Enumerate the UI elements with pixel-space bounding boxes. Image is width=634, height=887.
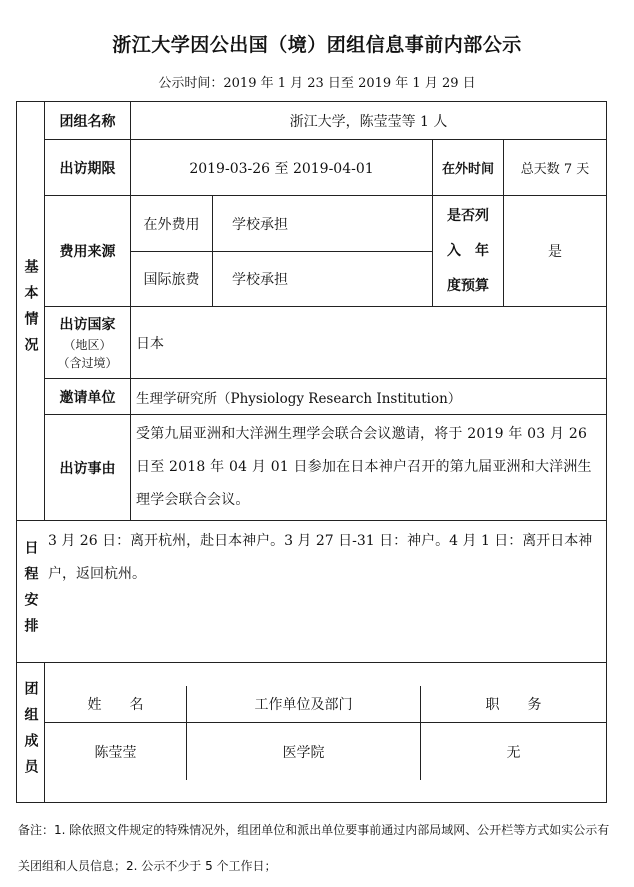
days-abroad-value: 总天数 7 天 <box>520 162 590 177</box>
footnote: 备注：1. 除依照文件规定的特殊情况外，组团单位和派出单位要事前通过内部局域网、公开栏等方式如实公示有关团组和人员信息；2. 公示不少于 5 个工作日； <box>18 823 610 873</box>
publicity-period: 公示时间：2019 年 1 月 23 日至 2019 年 1 月 29 日 <box>158 76 476 91</box>
budget-label-line2: 入 年 <box>447 242 489 259</box>
intl-travel-label: 国际旅费 <box>143 272 200 288</box>
budget-label <box>433 196 503 306</box>
member-title: 无 <box>506 744 521 761</box>
abroad-cost-label: 在外费用 <box>143 216 200 233</box>
member-header-unit: 工作单位及部门 <box>254 697 353 713</box>
section-schedule <box>17 521 44 662</box>
purpose-value: 受第九届亚洲和大洋洲生理学会联合会议邀请，将于 2019 年 03 月 26 日至 2018 年 04 月 01 日参加在日本神户召开的第九届亚洲和大洋洲生理学会联合会议。 <box>136 426 592 508</box>
group-name-value: 浙江大学，陈莹莹等 1 人 <box>289 113 448 130</box>
period-label: 出访期限 <box>59 160 116 177</box>
section-basic <box>17 102 44 520</box>
country-label-main: 出访国家 <box>59 316 116 333</box>
country-value: 日本 <box>136 335 164 352</box>
budget-value: 是 <box>548 244 562 260</box>
member-unit: 医学院 <box>282 744 325 761</box>
days-abroad-label: 在外时间 <box>441 162 494 177</box>
country-label-sub1: （地区） <box>63 337 112 352</box>
country-label-sub2: （含过境） <box>57 355 118 370</box>
member-name: 陈莹莹 <box>94 744 137 761</box>
country-label <box>45 307 130 378</box>
budget-label-line1: 是否列 <box>447 207 489 224</box>
inviter-value: 生理学研究所（Physiology Research Institution） <box>136 390 462 407</box>
page-title: 浙江大学因公出国（境）团组信息事前内部公示 <box>112 34 522 56</box>
member-header-title: 职 务 <box>485 697 542 713</box>
section-members <box>17 663 44 802</box>
section-schedule-label: 日程安排 <box>22 539 39 644</box>
section-members-label: 团组成员 <box>22 680 39 785</box>
purpose-label: 出访事由 <box>59 460 116 477</box>
period-value: 2019-03-26 至 2019-04-01 <box>189 160 374 177</box>
section-basic-label: 基本情况 <box>22 259 39 363</box>
inviter-label: 邀请单位 <box>59 389 116 406</box>
member-header-name: 姓 名 <box>87 697 144 713</box>
schedule-value: 3 月 26 日：离开杭州，赴日本神户。3 月 27 日-31 日：神户。4 月 1 日：离开日本神户，返回杭州。 <box>48 533 593 582</box>
group-name-label: 团组名称 <box>59 113 116 130</box>
funding-label: 费用来源 <box>59 244 116 260</box>
abroad-cost-value: 学校承担 <box>232 216 288 233</box>
intl-travel-value: 学校承担 <box>232 272 288 288</box>
budget-label-line3: 度预算 <box>447 277 489 294</box>
